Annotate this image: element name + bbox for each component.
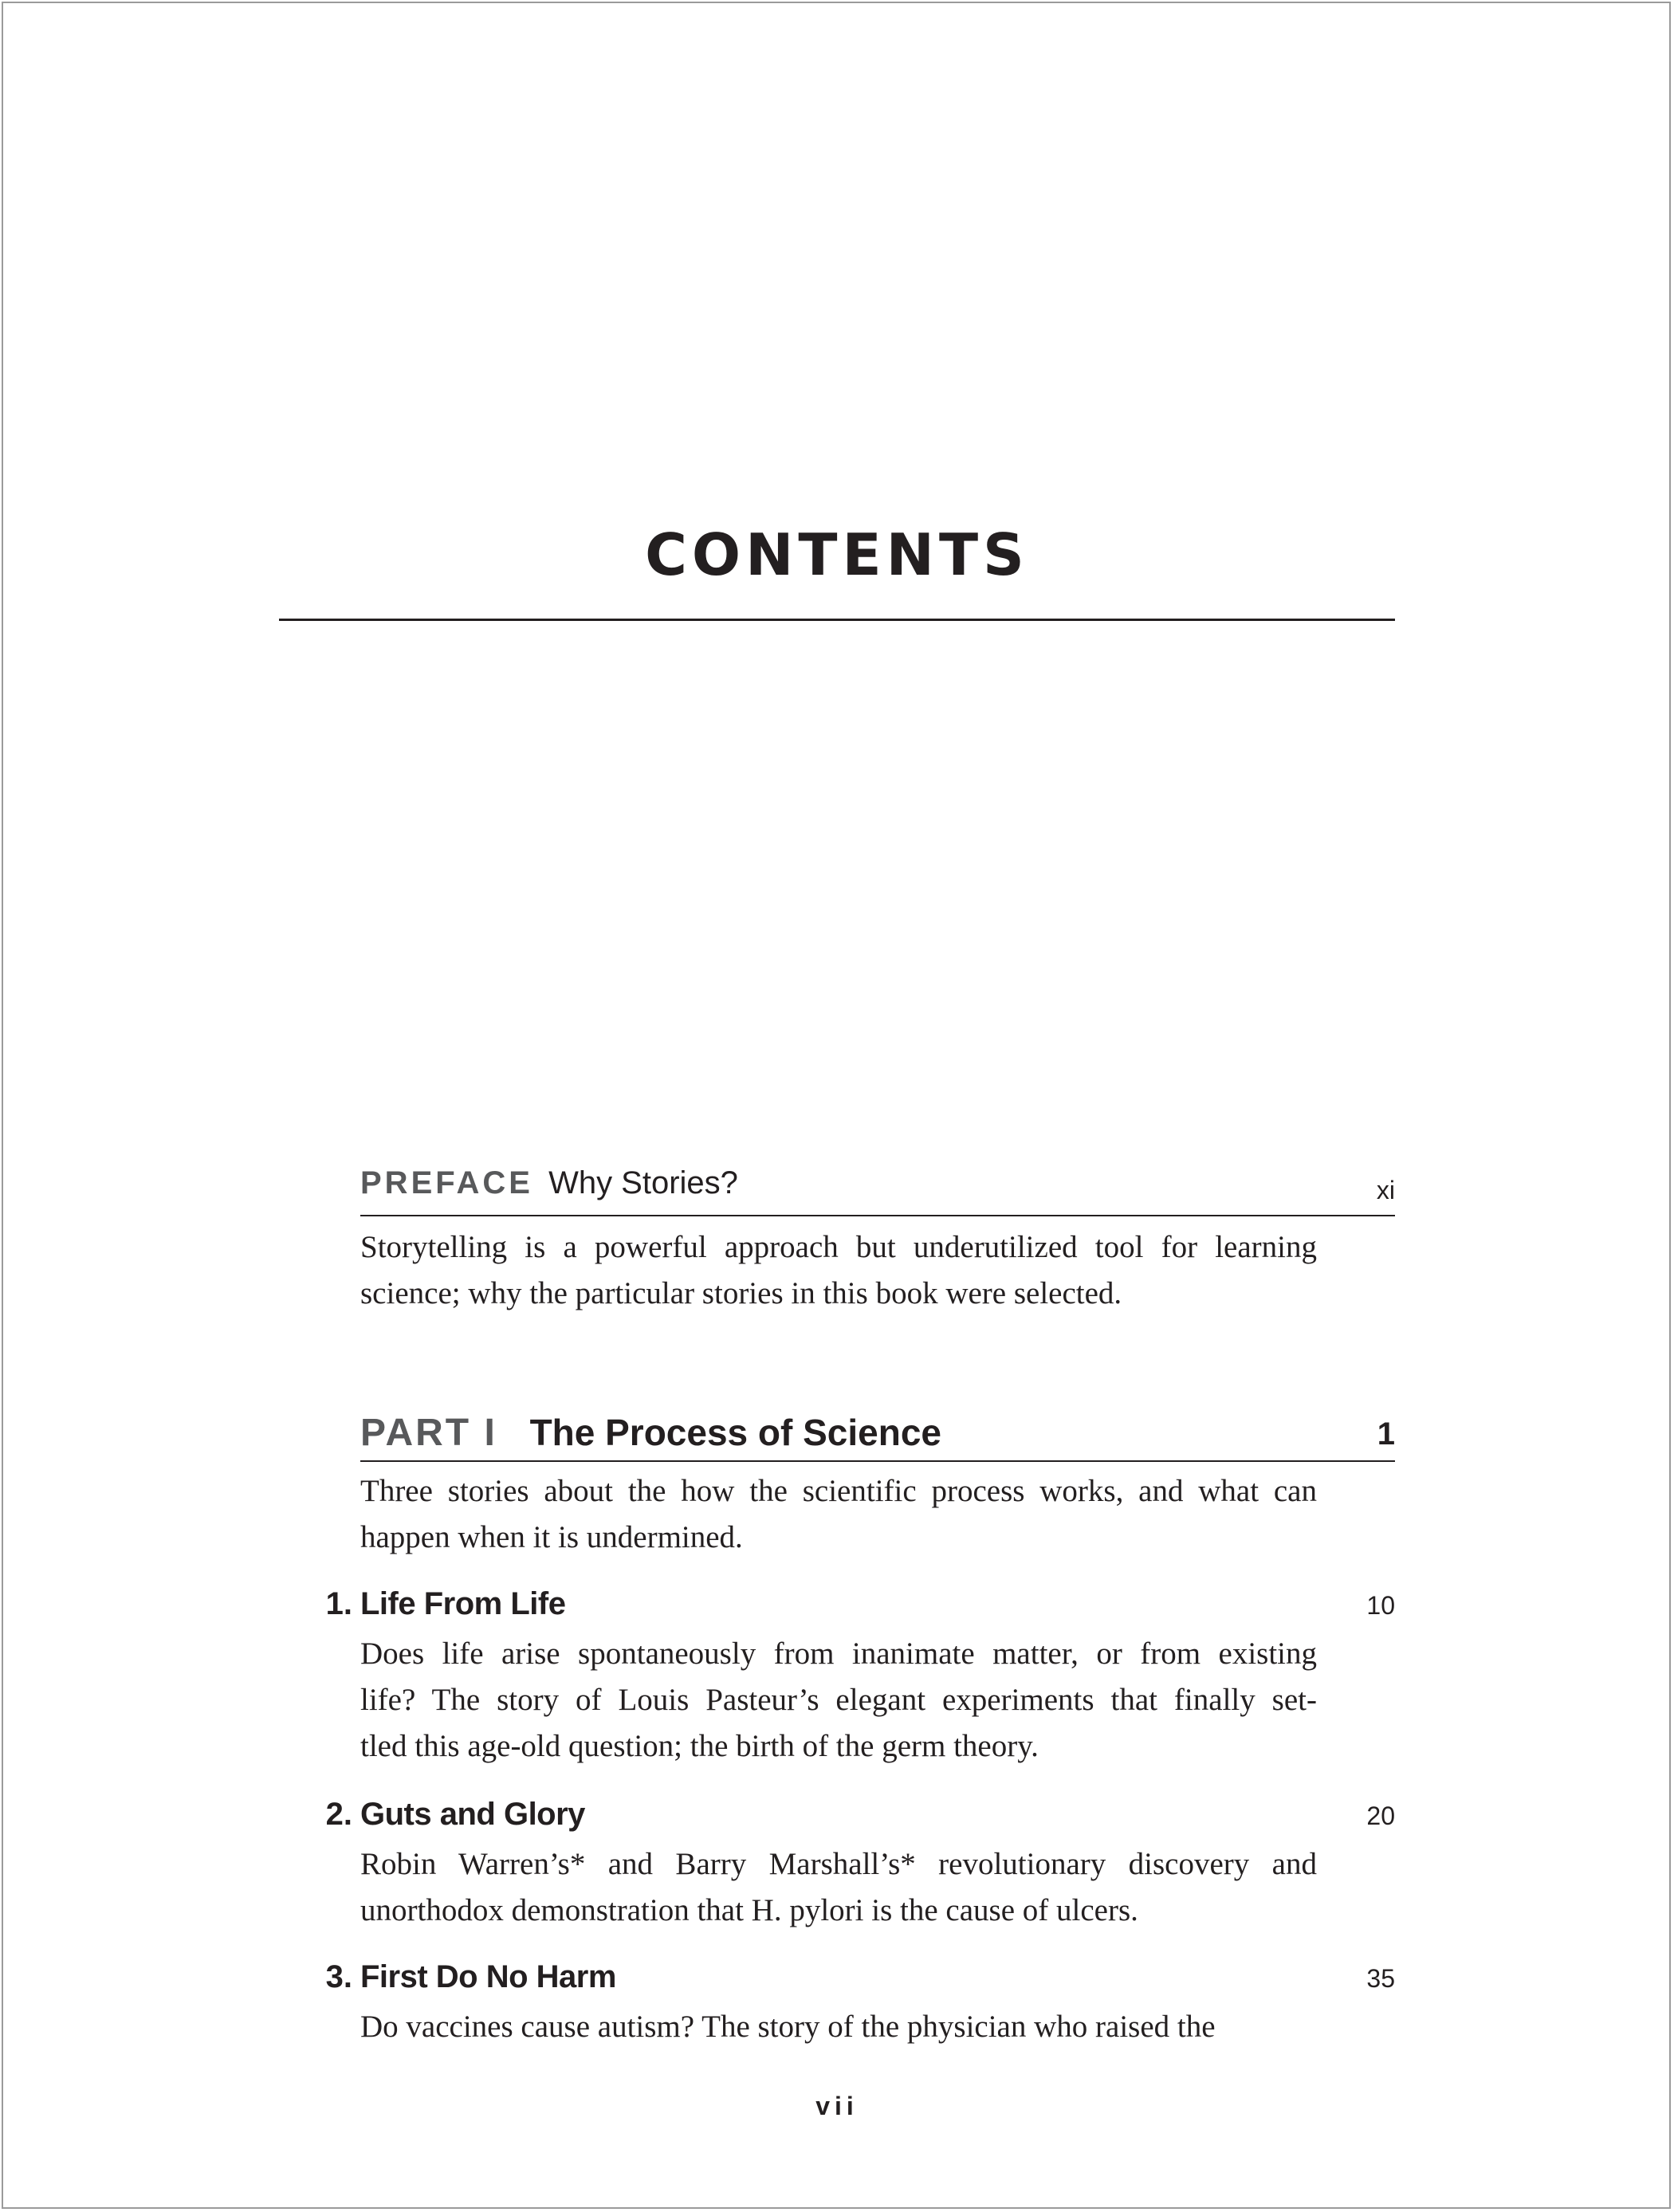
- preface-description-line: science; why the particular stories in this book were selected.: [360, 1276, 1122, 1310]
- chapter-description-line: Robin Warren’s* and Barry Marshall’s* revolutionary discovery and: [360, 1847, 1317, 1881]
- chapter-page-number: 35: [1366, 1964, 1395, 1993]
- part-1-description: [360, 1468, 1317, 1561]
- preface-label: PREFACE: [360, 1165, 533, 1200]
- chapter-2-heading[interactable]: [319, 1797, 1395, 1841]
- page-title: CONTENTS: [645, 521, 1029, 588]
- preface-page-number: xi: [1376, 1176, 1395, 1204]
- part-1-heading[interactable]: [360, 1411, 1395, 1459]
- chapter-number: 2.: [325, 1797, 352, 1832]
- part-1-label: PART I: [360, 1412, 497, 1454]
- chapter-3-heading[interactable]: [319, 1959, 1395, 2004]
- page-folio: vii: [815, 2092, 859, 2120]
- title-rule: [279, 619, 1395, 621]
- chapter-2-description: [360, 1841, 1317, 1934]
- chapter-page-number: 10: [1366, 1591, 1395, 1620]
- chapter-title: First Do No Harm: [360, 1959, 616, 1994]
- chapter-1-heading[interactable]: [319, 1586, 1395, 1631]
- chapter-page-number: 20: [1366, 1801, 1395, 1830]
- preface-heading[interactable]: [360, 1165, 1395, 1213]
- chapter-title: Guts and Glory: [360, 1797, 585, 1832]
- chapter-number: 3.: [325, 1959, 352, 1994]
- preface-title: Why Stories?: [548, 1165, 738, 1200]
- chapter-description-line: unorthodox demonstration that H. pylori is the cause of ulcers.: [360, 1893, 1138, 1927]
- chapter-description-line: tled this age-old question; the birth of the germ theory.: [360, 1729, 1039, 1763]
- preface-description-line: Storytelling is a powerful approach but underutilized tool for learning: [360, 1230, 1317, 1264]
- preface-description: [360, 1224, 1317, 1317]
- chapter-number: 1.: [325, 1586, 352, 1621]
- part-1-title: The Process of Science: [529, 1412, 942, 1453]
- preface-rule: [360, 1215, 1395, 1216]
- chapter-description-line: life? The story of Louis Pasteur’s elegant experiments that finally set-: [360, 1683, 1317, 1717]
- part-1-description-line: happen when it is undermined.: [360, 1520, 743, 1554]
- chapter-description-line: Do vaccines cause autism? The story of the physician who raised the: [360, 2010, 1216, 2044]
- part-1-rule: [360, 1460, 1395, 1462]
- chapter-title: Life From Life: [360, 1586, 566, 1621]
- part-1-description-line: Three stories about the how the scientific process works, and what can: [360, 1474, 1317, 1508]
- part-1-page-number: 1: [1377, 1416, 1395, 1452]
- chapter-3-description: [360, 2004, 1317, 2050]
- chapter-1-description: [360, 1631, 1317, 1770]
- chapter-description-line: Does life arise spontaneously from inanimate matter, or from existing: [360, 1636, 1317, 1671]
